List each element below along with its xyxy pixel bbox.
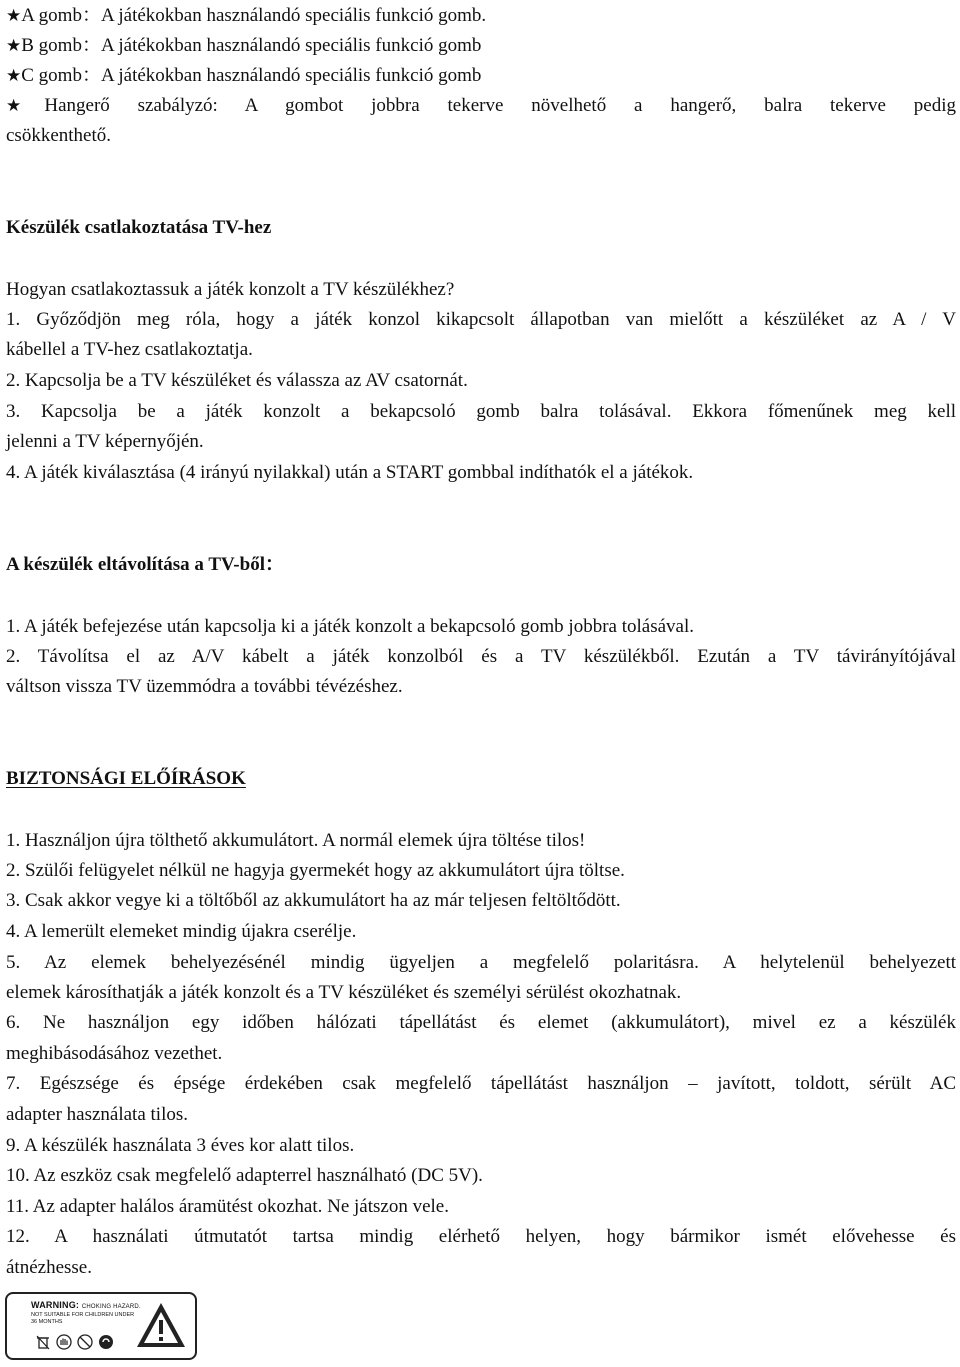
safety-rule-2: 2. Szülői felügyelet nélkül ne hagyja gyermekét hogy az akkumulátort újra töltse. bbox=[6, 860, 625, 881]
remove-step-2: 2. Távolítsa el az A/V kábelt a játék konzolból és a TV készülékből. Ezután a TV távirányítójával bbox=[6, 646, 956, 667]
safety-rule-9: 9. A készülék használata 3 éves kor alatt tilos. bbox=[6, 1135, 355, 1156]
star-icon: ★ bbox=[6, 6, 22, 26]
volume-line-cont: csökkenthető. bbox=[6, 125, 112, 146]
hand-icon bbox=[56, 1334, 72, 1350]
warning-triangle-icon bbox=[135, 1300, 187, 1350]
connect-step-3: 3. Kapcsolja be a játék konzolt a bekapcsoló gomb balra tolásával. Ekkora főmenűnek meg kell bbox=[6, 401, 956, 422]
warning-icons bbox=[35, 1334, 114, 1350]
safety-rule-7-cont: adapter használata tilos. bbox=[6, 1104, 189, 1125]
no-icon bbox=[77, 1334, 93, 1350]
warning-title: WARNING: CHOKING HAZARD. bbox=[31, 1300, 141, 1310]
safety-rule-3: 3. Csak akkor vegye ki a töltőből az akkumulátort ha az már teljesen feltöltődött. bbox=[6, 890, 621, 911]
connect-step-2: 2. Kapcsolja be a TV készüléket és válassza az AV csatornát. bbox=[6, 370, 468, 391]
connect-step-3-cont: jelenni a TV képernyőjén. bbox=[6, 431, 204, 452]
choking-hazard-warning-label bbox=[5, 1292, 197, 1360]
connect-step-1: 1. Győződjön meg róla, hogy a játék konzol kikapcsolt állapotban van mielőtt a készüléket az A / V bbox=[6, 309, 956, 330]
safety-rule-6: 6. Ne használjon egy időben hálózati tápellátást és elemet (akkumulátort), mivel ez a készülék bbox=[6, 1012, 956, 1033]
remove-step-1: 1. A játék befejezése után kapcsolja ki a játék konzolt a bekapcsoló gomb jobbra tolásával. bbox=[6, 616, 694, 637]
remove-heading: A készülék eltávolítása a TV-ből： bbox=[6, 554, 284, 575]
safety-rule-6-cont: meghibásodásához vezethet. bbox=[6, 1043, 223, 1064]
warning-subtext: NOT SUITABLE FOR CHILDREN UNDER 36 MONTHS bbox=[31, 1312, 135, 1325]
green-dot-icon bbox=[98, 1334, 114, 1350]
button-a-line: ★A gomb：A játékokban használandó speciális funkció gomb. bbox=[6, 5, 487, 26]
recycle-bin-icon bbox=[35, 1334, 51, 1350]
remove-step-2-cont: váltson vissza TV üzemmódra a további tévézéshez. bbox=[6, 676, 403, 697]
safety-rule-10: 10. Az eszköz csak megfelelő adapterrel használható (DC 5V). bbox=[6, 1165, 483, 1186]
star-icon: ★ bbox=[6, 66, 22, 86]
safety-rule-5-cont: elemek károsíthatják a játék konzolt és a TV készüléket és személyi sérülést okozhatnak. bbox=[6, 982, 682, 1003]
safety-rule-12: 12. A használati útmutatót tartsa mindig elérhető helyen, hogy bármikor ismét elővehesse és bbox=[6, 1226, 956, 1247]
safety-rule-1: 1. Használjon újra tölthető akkumulátort. A normál elemek újra töltése tilos! bbox=[6, 830, 586, 851]
safety-rule-5: 5. Az elemek behelyezésénél mindig ügyeljen a megfelelő polaritásra. A helytelenül behelyezett bbox=[6, 952, 956, 973]
connect-step-4: 4. A játék kiválasztása (4 irányú nyilakkal) után a START gombbal indíthatók el a játékok. bbox=[6, 462, 694, 483]
safety-heading: BIZTONSÁGI ELŐÍRÁSOK bbox=[6, 768, 246, 789]
connect-step-1-cont: kábellel a TV-hez csatlakoztatja. bbox=[6, 339, 253, 360]
button-b-line: ★B gomb：A játékokban használandó speciális funkció gomb bbox=[6, 35, 482, 56]
safety-rule-4: 4. A lemerült elemeket mindig újakra cserélje. bbox=[6, 921, 357, 942]
connect-question: Hogyan csatlakoztassuk a játék konzolt a TV készülékhez? bbox=[6, 279, 455, 300]
star-icon: ★ bbox=[6, 96, 45, 116]
button-c-line: ★C gomb：A játékokban használandó speciális funkció gomb bbox=[6, 65, 482, 86]
volume-line: ★Hangerő szabályzó: A gombot jobbra tekerve növelhető a hangerő, balra tekerve pedig bbox=[6, 95, 956, 116]
safety-rule-12-cont: átnézhesse. bbox=[6, 1257, 92, 1278]
star-icon: ★ bbox=[6, 36, 22, 56]
safety-rule-7: 7. Egészsége és épsége érdekében csak megfelelő tápellátást használjon – javított, toldott, sérült AC bbox=[6, 1073, 956, 1094]
safety-rule-11: 11. Az adapter halálos áramütést okozhat. Ne játszon vele. bbox=[6, 1196, 449, 1217]
connect-heading: Készülék csatlakoztatása TV-hez bbox=[6, 217, 272, 238]
